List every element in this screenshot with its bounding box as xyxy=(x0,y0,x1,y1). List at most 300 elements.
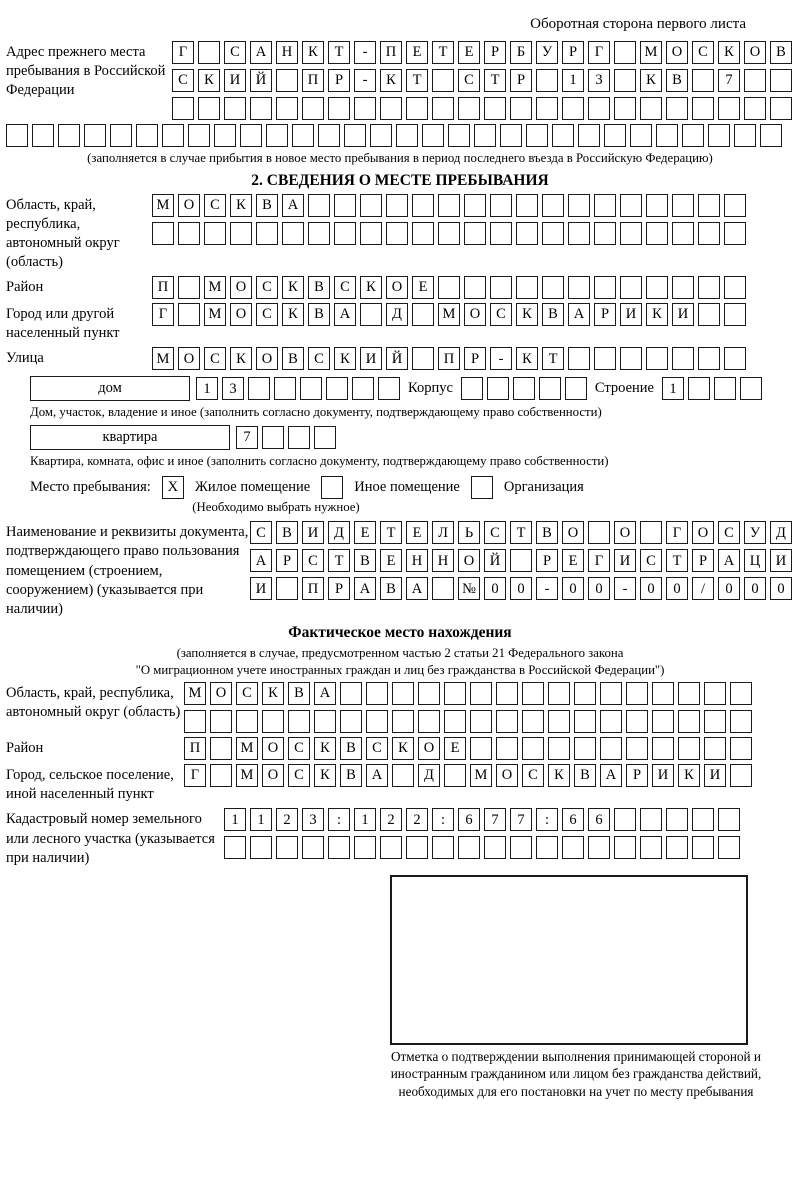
char-cell[interactable] xyxy=(418,710,440,733)
char-cell[interactable]: П xyxy=(152,276,174,299)
char-cell[interactable] xyxy=(378,377,400,400)
char-cell[interactable] xyxy=(740,377,762,400)
char-cell[interactable]: 7 xyxy=(718,69,740,92)
char-cell[interactable] xyxy=(386,194,408,217)
char-cell[interactable] xyxy=(152,222,174,245)
char-cell[interactable]: 1 xyxy=(662,377,684,400)
char-cell[interactable]: 1 xyxy=(354,808,376,831)
char-cell[interactable]: О xyxy=(262,764,284,787)
char-cell[interactable] xyxy=(276,836,298,859)
char-cell[interactable]: Р xyxy=(510,69,532,92)
checkbox-other-premises[interactable] xyxy=(321,476,343,499)
char-cell[interactable] xyxy=(708,124,730,147)
char-cell[interactable] xyxy=(438,222,460,245)
char-cell[interactable] xyxy=(672,276,694,299)
char-cell[interactable] xyxy=(178,222,200,245)
char-cell[interactable]: Е xyxy=(380,549,402,572)
char-cell[interactable]: 0 xyxy=(484,577,506,600)
char-cell[interactable]: С xyxy=(204,347,226,370)
char-cell[interactable]: И xyxy=(770,549,792,572)
char-cell[interactable] xyxy=(214,124,236,147)
char-cell[interactable]: Е xyxy=(406,41,428,64)
char-cell[interactable]: Т xyxy=(380,521,402,544)
char-cell[interactable]: С xyxy=(256,303,278,326)
char-cell[interactable]: С xyxy=(522,764,544,787)
char-cell[interactable] xyxy=(328,836,350,859)
char-cell[interactable]: 1 xyxy=(250,808,272,831)
char-cell[interactable]: О xyxy=(744,41,766,64)
char-cell[interactable]: 2 xyxy=(406,808,428,831)
char-cell[interactable]: 0 xyxy=(718,577,740,600)
char-cell[interactable] xyxy=(418,682,440,705)
char-cell[interactable]: О xyxy=(256,347,278,370)
char-cell[interactable] xyxy=(588,97,610,120)
char-cell[interactable] xyxy=(672,347,694,370)
char-cell[interactable]: О xyxy=(562,521,584,544)
char-cell[interactable] xyxy=(614,41,636,64)
char-cell[interactable]: О xyxy=(230,276,252,299)
char-cell[interactable] xyxy=(136,124,158,147)
char-cell[interactable]: М xyxy=(236,737,258,760)
char-cell[interactable] xyxy=(210,737,232,760)
char-cell[interactable]: К xyxy=(334,347,356,370)
char-cell[interactable] xyxy=(392,682,414,705)
char-cell[interactable]: К xyxy=(516,347,538,370)
char-cell[interactable]: Н xyxy=(276,41,298,64)
char-cell[interactable] xyxy=(536,836,558,859)
char-cell[interactable] xyxy=(565,377,587,400)
char-cell[interactable] xyxy=(256,222,278,245)
kvartira-field-box[interactable]: квартира xyxy=(30,425,230,450)
char-cell[interactable] xyxy=(692,69,714,92)
char-cell[interactable] xyxy=(334,222,356,245)
char-cell[interactable] xyxy=(522,710,544,733)
char-cell[interactable]: - xyxy=(354,69,376,92)
char-cell[interactable] xyxy=(548,737,570,760)
char-cell[interactable]: О xyxy=(692,521,714,544)
char-cell[interactable]: К xyxy=(230,194,252,217)
char-cell[interactable]: О xyxy=(666,41,688,64)
char-cell[interactable] xyxy=(334,194,356,217)
char-cell[interactable]: К xyxy=(282,303,304,326)
char-cell[interactable] xyxy=(536,97,558,120)
char-cell[interactable]: С xyxy=(308,347,330,370)
char-cell[interactable]: К xyxy=(198,69,220,92)
char-cell[interactable]: О xyxy=(458,549,480,572)
char-cell[interactable] xyxy=(522,682,544,705)
char-cell[interactable]: 6 xyxy=(458,808,480,831)
char-cell[interactable] xyxy=(600,682,622,705)
char-cell[interactable]: А xyxy=(354,577,376,600)
char-cell[interactable] xyxy=(340,710,362,733)
char-cell[interactable]: С xyxy=(236,682,258,705)
char-cell[interactable]: М xyxy=(204,303,226,326)
char-cell[interactable]: - xyxy=(354,41,376,64)
char-cell[interactable] xyxy=(432,97,454,120)
char-cell[interactable]: А xyxy=(334,303,356,326)
char-cell[interactable] xyxy=(340,682,362,705)
char-cell[interactable]: 2 xyxy=(276,808,298,831)
char-cell[interactable]: 7 xyxy=(510,808,532,831)
char-cell[interactable] xyxy=(614,97,636,120)
char-cell[interactable] xyxy=(640,97,662,120)
char-cell[interactable] xyxy=(516,276,538,299)
char-cell[interactable]: Н xyxy=(432,549,454,572)
char-cell[interactable] xyxy=(698,347,720,370)
char-cell[interactable] xyxy=(210,764,232,787)
char-cell[interactable]: П xyxy=(380,41,402,64)
char-cell[interactable]: С xyxy=(692,41,714,64)
char-cell[interactable] xyxy=(422,124,444,147)
char-cell[interactable] xyxy=(366,710,388,733)
char-cell[interactable] xyxy=(172,97,194,120)
char-cell[interactable]: П xyxy=(302,69,324,92)
char-cell[interactable]: Р xyxy=(328,69,350,92)
char-cell[interactable] xyxy=(698,303,720,326)
char-cell[interactable]: № xyxy=(458,577,480,600)
char-cell[interactable]: Д xyxy=(770,521,792,544)
char-cell[interactable] xyxy=(666,97,688,120)
char-cell[interactable] xyxy=(406,836,428,859)
char-cell[interactable]: Р xyxy=(626,764,648,787)
char-cell[interactable] xyxy=(562,836,584,859)
char-cell[interactable]: С xyxy=(334,276,356,299)
char-cell[interactable]: В xyxy=(666,69,688,92)
char-cell[interactable]: И xyxy=(704,764,726,787)
char-cell[interactable] xyxy=(308,222,330,245)
char-cell[interactable]: М xyxy=(152,347,174,370)
char-cell[interactable] xyxy=(282,222,304,245)
char-cell[interactable]: 1 xyxy=(562,69,584,92)
char-cell[interactable] xyxy=(730,682,752,705)
char-cell[interactable]: Г xyxy=(666,521,688,544)
char-cell[interactable]: В xyxy=(354,549,376,572)
char-cell[interactable]: К xyxy=(380,69,402,92)
char-cell[interactable]: 6 xyxy=(562,808,584,831)
char-cell[interactable]: В xyxy=(308,303,330,326)
char-cell[interactable]: В xyxy=(308,276,330,299)
char-cell[interactable]: 1 xyxy=(196,377,218,400)
char-cell[interactable] xyxy=(594,194,616,217)
char-cell[interactable] xyxy=(640,808,662,831)
char-cell[interactable]: И xyxy=(672,303,694,326)
char-cell[interactable]: Р xyxy=(328,577,350,600)
char-cell[interactable] xyxy=(744,97,766,120)
char-cell[interactable] xyxy=(526,124,548,147)
char-cell[interactable]: В xyxy=(340,737,362,760)
char-cell[interactable] xyxy=(58,124,80,147)
char-cell[interactable] xyxy=(672,194,694,217)
char-cell[interactable]: В xyxy=(542,303,564,326)
char-cell[interactable] xyxy=(578,124,600,147)
char-cell[interactable]: В xyxy=(574,764,596,787)
char-cell[interactable] xyxy=(250,836,272,859)
char-cell[interactable]: С xyxy=(204,194,226,217)
char-cell[interactable] xyxy=(724,276,746,299)
char-cell[interactable] xyxy=(162,124,184,147)
char-cell[interactable]: М xyxy=(438,303,460,326)
char-cell[interactable] xyxy=(326,377,348,400)
char-cell[interactable] xyxy=(224,836,246,859)
char-cell[interactable]: В xyxy=(380,577,402,600)
char-cell[interactable] xyxy=(448,124,470,147)
char-cell[interactable] xyxy=(366,682,388,705)
char-cell[interactable] xyxy=(730,710,752,733)
char-cell[interactable]: С xyxy=(490,303,512,326)
char-cell[interactable] xyxy=(548,710,570,733)
char-cell[interactable] xyxy=(626,682,648,705)
char-cell[interactable] xyxy=(354,97,376,120)
char-cell[interactable] xyxy=(626,710,648,733)
char-cell[interactable] xyxy=(568,276,590,299)
char-cell[interactable]: Т xyxy=(328,41,350,64)
char-cell[interactable] xyxy=(614,836,636,859)
char-cell[interactable]: Г xyxy=(184,764,206,787)
char-cell[interactable]: О xyxy=(614,521,636,544)
char-cell[interactable]: Д xyxy=(418,764,440,787)
char-cell[interactable] xyxy=(704,710,726,733)
char-cell[interactable]: Й xyxy=(250,69,272,92)
char-cell[interactable] xyxy=(458,836,480,859)
char-cell[interactable]: Т xyxy=(510,521,532,544)
char-cell[interactable] xyxy=(718,808,740,831)
char-cell[interactable] xyxy=(548,682,570,705)
char-cell[interactable]: С xyxy=(718,521,740,544)
char-cell[interactable] xyxy=(314,710,336,733)
char-cell[interactable] xyxy=(652,737,674,760)
char-cell[interactable] xyxy=(672,222,694,245)
char-cell[interactable] xyxy=(646,276,668,299)
char-cell[interactable]: М xyxy=(470,764,492,787)
char-cell[interactable] xyxy=(490,276,512,299)
char-cell[interactable] xyxy=(412,303,434,326)
char-cell[interactable] xyxy=(744,69,766,92)
char-cell[interactable]: К xyxy=(640,69,662,92)
char-cell[interactable]: Г xyxy=(152,303,174,326)
char-cell[interactable] xyxy=(600,737,622,760)
char-cell[interactable] xyxy=(574,710,596,733)
char-cell[interactable] xyxy=(640,836,662,859)
char-cell[interactable] xyxy=(698,194,720,217)
char-cell[interactable] xyxy=(188,124,210,147)
char-cell[interactable] xyxy=(432,69,454,92)
char-cell[interactable]: П xyxy=(184,737,206,760)
char-cell[interactable]: К xyxy=(548,764,570,787)
char-cell[interactable] xyxy=(276,69,298,92)
char-cell[interactable] xyxy=(230,222,252,245)
char-cell[interactable] xyxy=(724,347,746,370)
char-cell[interactable]: 2 xyxy=(380,808,402,831)
char-cell[interactable]: П xyxy=(302,577,324,600)
char-cell[interactable]: 7 xyxy=(484,808,506,831)
char-cell[interactable] xyxy=(344,124,366,147)
char-cell[interactable] xyxy=(302,97,324,120)
char-cell[interactable]: - xyxy=(536,577,558,600)
char-cell[interactable] xyxy=(682,124,704,147)
char-cell[interactable]: К xyxy=(230,347,252,370)
char-cell[interactable]: С xyxy=(366,737,388,760)
char-cell[interactable] xyxy=(626,737,648,760)
char-cell[interactable]: О xyxy=(418,737,440,760)
char-cell[interactable] xyxy=(464,194,486,217)
char-cell[interactable]: 1 xyxy=(224,808,246,831)
char-cell[interactable] xyxy=(678,682,700,705)
char-cell[interactable] xyxy=(604,124,626,147)
char-cell[interactable] xyxy=(308,194,330,217)
char-cell[interactable] xyxy=(461,377,483,400)
char-cell[interactable]: О xyxy=(178,194,200,217)
char-cell[interactable]: Б xyxy=(510,41,532,64)
char-cell[interactable] xyxy=(464,222,486,245)
char-cell[interactable] xyxy=(678,710,700,733)
char-cell[interactable] xyxy=(594,222,616,245)
char-cell[interactable] xyxy=(276,577,298,600)
char-cell[interactable] xyxy=(204,222,226,245)
char-cell[interactable] xyxy=(412,347,434,370)
char-cell[interactable]: 3 xyxy=(588,69,610,92)
char-cell[interactable] xyxy=(292,124,314,147)
char-cell[interactable]: Е xyxy=(412,276,434,299)
char-cell[interactable] xyxy=(594,276,616,299)
char-cell[interactable] xyxy=(770,69,792,92)
char-cell[interactable]: С xyxy=(302,549,324,572)
char-cell[interactable] xyxy=(360,222,382,245)
char-cell[interactable] xyxy=(516,222,538,245)
char-cell[interactable] xyxy=(500,124,522,147)
char-cell[interactable]: Е xyxy=(444,737,466,760)
char-cell[interactable]: С xyxy=(256,276,278,299)
char-cell[interactable] xyxy=(714,377,736,400)
char-cell[interactable] xyxy=(510,549,532,572)
char-cell[interactable]: О xyxy=(496,764,518,787)
char-cell[interactable] xyxy=(542,194,564,217)
char-cell[interactable] xyxy=(666,808,688,831)
char-cell[interactable] xyxy=(487,377,509,400)
char-cell[interactable] xyxy=(438,194,460,217)
char-cell[interactable]: В xyxy=(770,41,792,64)
char-cell[interactable]: В xyxy=(288,682,310,705)
char-cell[interactable] xyxy=(444,764,466,787)
char-cell[interactable]: : xyxy=(432,808,454,831)
char-cell[interactable] xyxy=(432,836,454,859)
char-cell[interactable]: В xyxy=(536,521,558,544)
char-cell[interactable]: В xyxy=(340,764,362,787)
char-cell[interactable] xyxy=(262,426,284,449)
char-cell[interactable] xyxy=(496,682,518,705)
char-cell[interactable] xyxy=(652,682,674,705)
char-cell[interactable]: 0 xyxy=(562,577,584,600)
char-cell[interactable]: И xyxy=(224,69,246,92)
char-cell[interactable] xyxy=(542,222,564,245)
char-cell[interactable] xyxy=(224,97,246,120)
char-cell[interactable]: Д xyxy=(386,303,408,326)
char-cell[interactable]: Т xyxy=(484,69,506,92)
char-cell[interactable] xyxy=(240,124,262,147)
char-cell[interactable]: К xyxy=(282,276,304,299)
char-cell[interactable] xyxy=(666,836,688,859)
char-cell[interactable]: А xyxy=(600,764,622,787)
char-cell[interactable] xyxy=(354,836,376,859)
char-cell[interactable] xyxy=(646,222,668,245)
char-cell[interactable] xyxy=(688,377,710,400)
char-cell[interactable] xyxy=(678,737,700,760)
char-cell[interactable] xyxy=(646,194,668,217)
char-cell[interactable] xyxy=(302,836,324,859)
char-cell[interactable] xyxy=(542,276,564,299)
char-cell[interactable]: М xyxy=(152,194,174,217)
char-cell[interactable] xyxy=(396,124,418,147)
char-cell[interactable] xyxy=(6,124,28,147)
char-cell[interactable] xyxy=(248,377,270,400)
char-cell[interactable]: Р xyxy=(692,549,714,572)
char-cell[interactable] xyxy=(380,836,402,859)
char-cell[interactable]: 0 xyxy=(510,577,532,600)
char-cell[interactable] xyxy=(484,836,506,859)
char-cell[interactable] xyxy=(574,682,596,705)
char-cell[interactable] xyxy=(724,303,746,326)
char-cell[interactable] xyxy=(490,222,512,245)
char-cell[interactable]: Р xyxy=(594,303,616,326)
char-cell[interactable] xyxy=(600,710,622,733)
char-cell[interactable] xyxy=(620,222,642,245)
char-cell[interactable] xyxy=(84,124,106,147)
char-cell[interactable] xyxy=(432,577,454,600)
char-cell[interactable]: А xyxy=(282,194,304,217)
char-cell[interactable] xyxy=(552,124,574,147)
char-cell[interactable] xyxy=(614,808,636,831)
char-cell[interactable]: Р xyxy=(276,549,298,572)
char-cell[interactable] xyxy=(438,276,460,299)
char-cell[interactable] xyxy=(470,682,492,705)
char-cell[interactable] xyxy=(539,377,561,400)
char-cell[interactable]: О xyxy=(386,276,408,299)
char-cell[interactable] xyxy=(370,124,392,147)
char-cell[interactable] xyxy=(640,521,662,544)
char-cell[interactable]: 0 xyxy=(666,577,688,600)
char-cell[interactable] xyxy=(620,194,642,217)
char-cell[interactable]: Л xyxy=(432,521,454,544)
char-cell[interactable] xyxy=(568,222,590,245)
char-cell[interactable]: Т xyxy=(666,549,688,572)
char-cell[interactable]: 3 xyxy=(222,377,244,400)
char-cell[interactable] xyxy=(724,222,746,245)
char-cell[interactable]: И xyxy=(652,764,674,787)
char-cell[interactable] xyxy=(522,737,544,760)
char-cell[interactable]: А xyxy=(250,41,272,64)
char-cell[interactable] xyxy=(262,710,284,733)
char-cell[interactable] xyxy=(490,194,512,217)
char-cell[interactable]: А xyxy=(250,549,272,572)
char-cell[interactable]: О xyxy=(230,303,252,326)
char-cell[interactable]: / xyxy=(692,577,714,600)
char-cell[interactable]: К xyxy=(718,41,740,64)
char-cell[interactable]: К xyxy=(646,303,668,326)
char-cell[interactable] xyxy=(698,222,720,245)
char-cell[interactable]: : xyxy=(536,808,558,831)
char-cell[interactable]: А xyxy=(718,549,740,572)
char-cell[interactable] xyxy=(698,276,720,299)
char-cell[interactable]: М xyxy=(640,41,662,64)
char-cell[interactable] xyxy=(328,97,350,120)
char-cell[interactable]: П xyxy=(438,347,460,370)
char-cell[interactable] xyxy=(692,97,714,120)
char-cell[interactable] xyxy=(513,377,535,400)
char-cell[interactable] xyxy=(412,222,434,245)
char-cell[interactable] xyxy=(760,124,782,147)
char-cell[interactable]: К xyxy=(678,764,700,787)
char-cell[interactable] xyxy=(724,194,746,217)
char-cell[interactable]: А xyxy=(366,764,388,787)
